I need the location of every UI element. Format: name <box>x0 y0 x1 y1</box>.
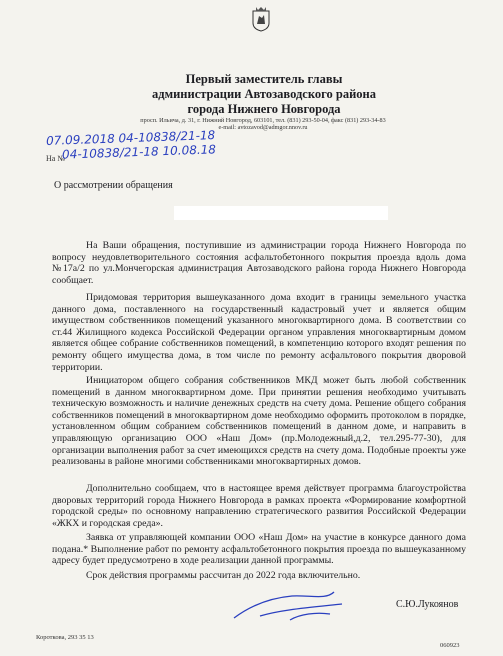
redacted-recipient <box>174 206 388 220</box>
signer-name: С.Ю.Лукоянов <box>396 599 459 610</box>
header-line-2: администрации Автозаводского района <box>152 87 376 101</box>
handwritten-registration-1: 07.09.2018 04-10838/21-18 <box>45 128 216 148</box>
paragraph-6: Срок действия программы рассчитан до 2022 года включительно. <box>86 570 361 581</box>
coat-of-arms-icon <box>252 6 270 32</box>
letter-subject: О рассмотрении обращения <box>54 180 173 191</box>
header-line-1: Первый заместитель главы <box>185 72 343 86</box>
header-email: e-mail: avtozavod@admgor.nnov.ru <box>218 124 308 131</box>
executor-info: Короткова, 293 35 13 <box>36 634 94 641</box>
handwritten-registration-2: 04-10838/21-18 10.08.18 <box>61 142 217 162</box>
paragraph-4: Дополнительно сообщаем, что в настоящее время действует программа благоустройства дворовых территорий города Нижнего Новгорода в рамках проекта «Формирование комфортной городской среды» по основному направлению стратегического развития Российской Федерации «ЖКХ и городская среда». <box>52 483 466 529</box>
document-code: 060923 <box>440 642 460 649</box>
signature-icon <box>230 586 350 626</box>
header-line-3: города Нижнего Новгорода <box>187 102 341 116</box>
paragraph-2: Придомовая территория вышеуказанного дома входит в границы земельного участка данного дома, поставленного на государственный кадастровый учет и является общим имуществом собственников помещений указанного многоквартирного дома. В соответствии со ст.44 Жилищного кодекса Российской Федерации органом управления многоквартирным домом является общее собрание собственников помещений, в компетенцию которого входят решения по ремонту общего имущества дома, в том числе по ремонту асфальтового покрытия дворовой территории. <box>52 292 466 373</box>
paragraph-3: Инициатором общего собрания собственников МКД может быть любой собственник помещений в данном многоквартирном доме. При принятии решения необходимо учитывать техническую возможность и наличие денежных средств на счету дома. Решение общего собрания собственников помещений в многоквартирном доме необходимо оформить протоколом в порядке, установленном общим собранием собственников помещений в данном доме, и направить в управляющую организацию ООО «Наш Дом» (пр.Молодежный,д.2, тел.295-77-30), для организации выполнения работ за счет имеющихся средств на счету дома. Подобные проекты уже реализованы в районе многими собственниками многоквартирных домов. <box>52 375 466 468</box>
paragraph-5: Заявка от управляющей компании ООО «Наш Дом» на участие в конкурсе данного дома подана.* Выполнение работ по ремонту асфальтобетонного покрытия проезда по вышеуказанному адресу будет предусмотрено в ходе реализации данной программы. <box>52 532 466 567</box>
paragraph-1: На Ваши обращения, поступившие из администрации города Нижнего Новгорода по вопросу неудовлетворительного состояния асфальтобетонного покрытия проезда вдоль дома №17а/2 по ул.Мончегорская администрация Автозаводского района города Нижнего Новгорода сообщает. <box>52 240 466 286</box>
reply-number-label: На № <box>46 154 65 163</box>
header-address: просп. Ильича, д. 31, г. Нижний Новгород, 603101, тел. (831) 293-50-04, факс (831) 293-34-83 <box>140 117 386 124</box>
